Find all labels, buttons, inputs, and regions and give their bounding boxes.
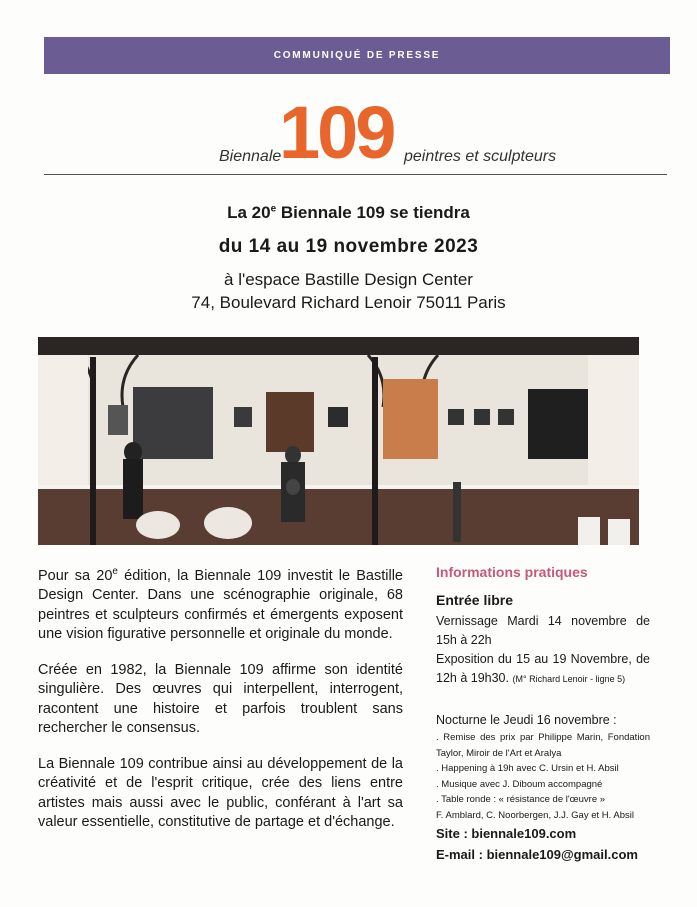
biennale-logo <box>44 91 668 176</box>
nocturne-item-3: . Musique avec J. Diboum accompagné <box>436 778 603 790</box>
practical-info <box>436 563 650 865</box>
logo-number: 109 <box>279 91 394 174</box>
logo-tagline: peintres et sculpteurs <box>404 148 557 165</box>
website-link[interactable]: Site : biennale109.com <box>436 826 577 841</box>
nocturne-item-1: . Remise des prix par Philippe Marin, Fondation Taylor, Miroir de l'Art et Aralya <box>436 732 650 759</box>
info-title: Informations pratiques <box>436 564 588 580</box>
main-text <box>38 562 403 849</box>
nocturne-item-5: F. Amblard, C. Noorbergen, J.J. Gay et H. Absil <box>436 809 634 821</box>
nocturne-title: Nocturne le Jeudi 16 novembre : <box>436 713 617 727</box>
email-link[interactable]: E-mail : biennale109@gmail.com <box>436 847 638 862</box>
nocturne-item-2: . Happening à 19h avec C. Ursin et H. Absil <box>436 763 619 774</box>
paragraph-2: Créée en 1982, la Biennale 109 affirme son identité singulière. Des œuvres qui interpellent, interrogent, racontent une histoire et parfois troublent sans rechercher le consensus. <box>38 661 403 737</box>
paragraph-3: La Biennale 109 contribue ainsi au développement de la créativité et de l'esprit critique, crée des liens entre artistes mais aussi avec le public, conférant à l'art sa valeur essentielle, constitutive de partage et d'échange. <box>38 755 403 831</box>
vernissage-info: Vernissage Mardi 14 novembre de 15h à 22h <box>436 614 650 647</box>
paragraph-1: Pour sa 20e édition, la Biennale 109 investit le Bastille Design Center. Dans une scénographie originale, 68 peintres et sculpteurs confirmés et émergents exposent une vision figurative personnelle et originale du monde. <box>38 566 403 643</box>
headline-line-1: La 20e Biennale 109 se tiendra <box>227 203 470 222</box>
headline-venue: à l'espace Bastille Design Center <box>224 270 473 289</box>
logo-word: Biennale <box>219 148 282 165</box>
logo-divider <box>44 174 667 175</box>
exhibition-info: Exposition du 15 au 19 Novembre, de 12h à 19h30. (M° Richard Lenoir - ligne 5) <box>436 652 650 685</box>
exhibition-photo <box>38 337 639 545</box>
press-release-banner: COMMUNIQUÉ DE PRESSE <box>44 37 670 74</box>
free-entry: Entrée libre <box>436 592 514 608</box>
headline-address: 74, Boulevard Richard Lenoir 75011 Paris <box>191 293 506 312</box>
metro-info: (M° Richard Lenoir - ligne 5) <box>512 674 626 684</box>
nocturne-item-4: . Table ronde : « résistance de l'œuvre » <box>436 794 606 805</box>
headline-dates: du 14 au 19 novembre 2023 <box>218 236 479 257</box>
